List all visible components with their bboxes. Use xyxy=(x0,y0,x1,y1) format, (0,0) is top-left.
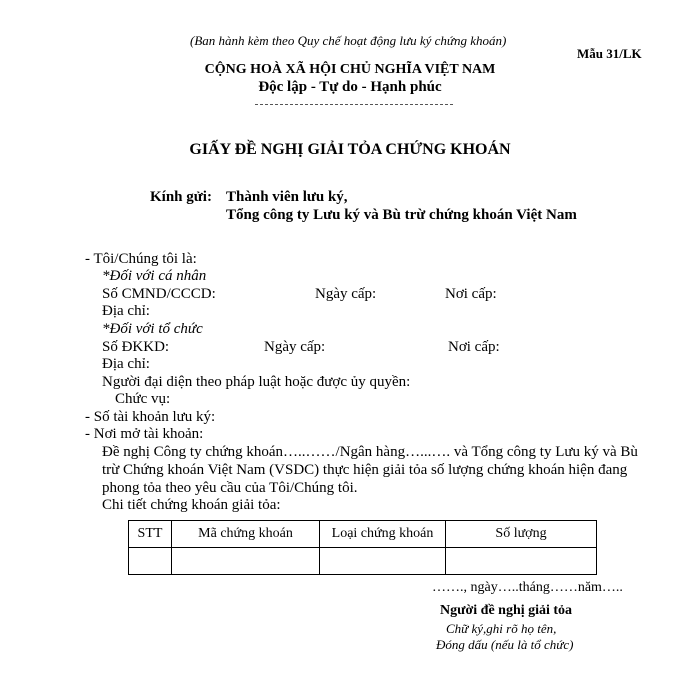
address-label: Địa chỉ: xyxy=(102,303,150,319)
custody-account-label: - Số tài khoản lưu ký: xyxy=(85,409,216,425)
table-cell-quantity[interactable] xyxy=(446,548,597,575)
representative-label: Người đại diện theo pháp luật hoặc được ủy quyền: xyxy=(102,374,411,390)
securities-table xyxy=(128,520,597,575)
org-address-label: Địa chỉ: xyxy=(102,356,150,372)
date-line: ……., ngày…..tháng……năm….. xyxy=(432,580,623,595)
table-cell-code[interactable] xyxy=(172,548,320,575)
request-text-line-1: Đề nghị Công ty chứng khoán…..……/Ngân hàng…...…. và Tổng công ty Lưu ký và Bù xyxy=(102,444,638,460)
column-header-stt: STT xyxy=(129,521,172,548)
form-code: Mẫu 31/LK xyxy=(577,46,642,61)
issue-date-label: Ngày cấp: xyxy=(315,286,377,302)
request-text-line-2: trừ Chứng khoán Việt Nam (VSDC) thực hiện giải tỏa số lượng chứng khoán hiện đang xyxy=(102,462,628,478)
issuance-note: (Ban hành kèm theo Quy chế hoạt động lưu ký chứng khoán) xyxy=(190,33,507,48)
applicant-label: - Tôi/Chúng tôi là: xyxy=(85,251,197,267)
signature-note-2: Đóng dấu (nếu là tổ chức) xyxy=(436,637,574,652)
signature-note-1: Chữ ký,ghi rõ họ tên, xyxy=(446,621,557,636)
table-cell-type[interactable] xyxy=(320,548,446,575)
column-header-type: Loại chứng khoán xyxy=(320,521,446,548)
document-title: GIẤY ĐỀ NGHỊ GIẢI TỎA CHỨNG KHOÁN xyxy=(189,141,511,158)
id-number-label: Số CMND/CCCD: xyxy=(102,286,216,302)
motto-underline xyxy=(255,104,453,105)
recipient-line-2: Tổng công ty Lưu ký và Bù trừ chứng khoán Việt Nam xyxy=(226,207,577,223)
details-label: Chi tiết chứng khoán giải tỏa: xyxy=(102,497,281,513)
column-header-quantity: Số lượng xyxy=(446,521,597,548)
org-issue-place-label: Nơi cấp: xyxy=(448,339,500,355)
recipient-label: Kính gửi: xyxy=(150,189,212,205)
signer-title: Người đề nghị giải tỏa xyxy=(440,603,573,618)
account-place-label: - Nơi mở tài khoản: xyxy=(85,426,204,442)
organization-heading: *Đối với tổ chức xyxy=(102,321,203,337)
table-row xyxy=(129,548,597,575)
recipient-line-1: Thành viên lưu ký, xyxy=(226,189,348,205)
request-text-line-3: phong tỏa theo yêu cầu của Tôi/Chúng tôi. xyxy=(102,480,358,496)
table-header-row xyxy=(129,521,597,548)
motto: Độc lập - Tự do - Hạnh phúc xyxy=(258,79,442,95)
column-header-code: Mã chứng khoán xyxy=(172,521,320,548)
business-reg-label: Số ĐKKD: xyxy=(102,339,170,355)
issue-place-label: Nơi cấp: xyxy=(445,286,497,302)
position-label: Chức vụ: xyxy=(115,391,171,407)
org-issue-date-label: Ngày cấp: xyxy=(264,339,326,355)
table-cell-stt[interactable] xyxy=(129,548,172,575)
individual-heading: *Đối với cá nhân xyxy=(102,268,207,284)
nation-title: CỘNG HOÀ XÃ HỘI CHỦ NGHĨA VIỆT NAM xyxy=(204,62,496,77)
